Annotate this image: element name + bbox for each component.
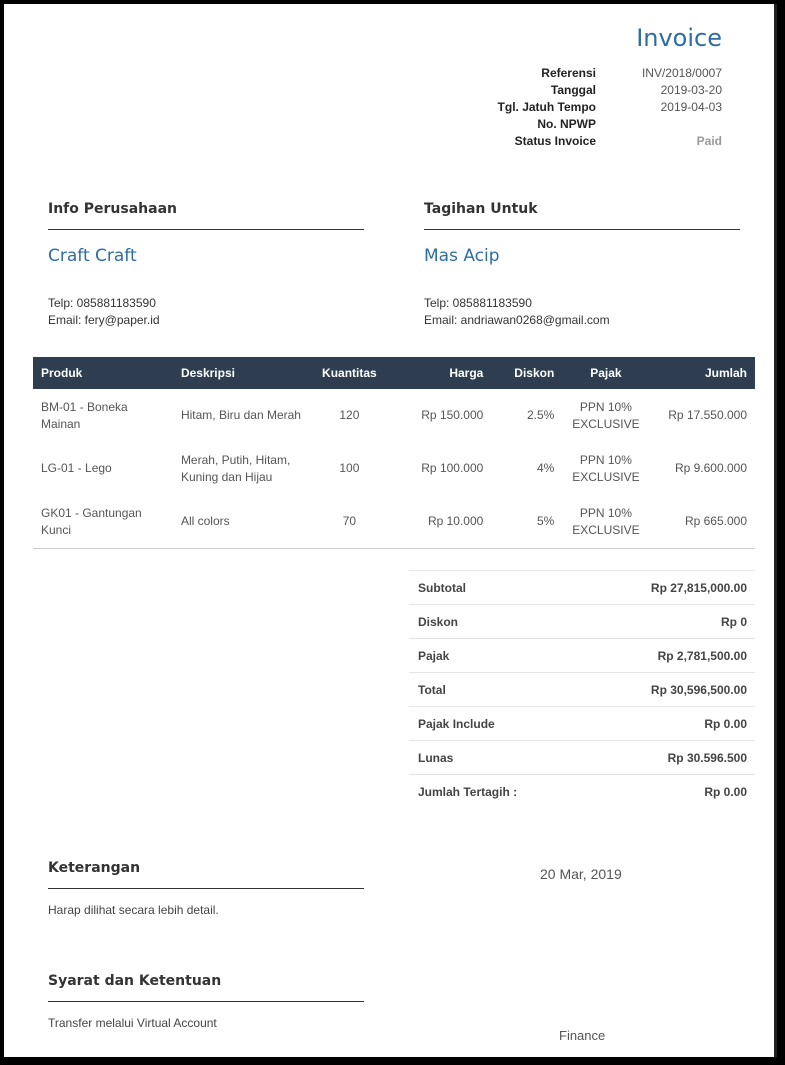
- total-label: Jumlah Tertagih :: [418, 785, 518, 799]
- header-quantity: Kuantitas: [313, 357, 386, 389]
- total-row-total: [409, 672, 755, 706]
- total-row-amount-due: [409, 774, 755, 808]
- meta-label: Tgl. Jatuh Tempo: [497, 100, 596, 114]
- cell-product: LG-01 - Lego: [41, 461, 112, 475]
- meta-value: 2019-03-20: [660, 83, 722, 97]
- company-email: Email: fery@paper.id: [48, 313, 160, 327]
- items-header-row: [33, 357, 755, 389]
- meta-label: Status Invoice: [514, 134, 596, 148]
- header-product: Produk: [33, 357, 173, 389]
- cell-description: Merah, Putih, Hitam, Kuning dan Hijau: [180, 452, 291, 484]
- total-row-paid: [409, 740, 755, 774]
- meta-row-due-date: [4, 100, 774, 117]
- cell-amount: Rp 665.000: [650, 495, 756, 549]
- meta-label: Tanggal: [550, 83, 596, 97]
- terms-heading: Syarat dan Ketentuan: [48, 973, 364, 1002]
- total-value: Rp 0: [720, 615, 747, 629]
- signature-role: Finance: [559, 1028, 606, 1043]
- bill-to-email: Email: andriawan0268@gmail.com: [424, 313, 610, 327]
- signature-date: 20 Mar, 2019: [540, 866, 622, 882]
- table-row: [33, 389, 755, 442]
- cell-product: BM-01 - Boneka Mainan: [41, 399, 128, 431]
- meta-row-npwp: [4, 117, 774, 134]
- items-table: [33, 357, 755, 549]
- cell-amount: Rp 9.600.000: [674, 461, 747, 475]
- cell-quantity: 100: [339, 461, 360, 475]
- cell-quantity: 120: [339, 408, 360, 422]
- cell-tax: PPN 10% EXCLUSIVE: [572, 399, 640, 431]
- invoice-title: Invoice: [636, 24, 722, 52]
- meta-label: Referensi: [541, 66, 596, 80]
- header-tax: Pajak: [562, 357, 649, 389]
- total-row-subtotal: [409, 570, 755, 604]
- total-value: Rp 30,596,500.00: [650, 683, 747, 697]
- invoice-page: [4, 4, 777, 1057]
- total-row-tax: [409, 638, 755, 672]
- bill-to-name: Mas Acip: [424, 246, 500, 266]
- table-row: [33, 495, 755, 549]
- cell-product: GK01 - Gantungan Kunci: [33, 495, 173, 549]
- terms-text: Transfer melalui Virtual Account: [48, 1016, 217, 1030]
- cell-quantity: 70: [313, 495, 386, 549]
- company-phone: Telp: 085881183590: [48, 296, 156, 310]
- total-value: Rp 27,815,000.00: [650, 581, 747, 595]
- total-label: Subtotal: [418, 581, 466, 595]
- meta-value: 2019-04-03: [660, 100, 722, 114]
- cell-discount: 4%: [536, 461, 555, 475]
- total-label: Pajak: [418, 649, 450, 663]
- cell-price: Rp 10.000: [386, 495, 491, 549]
- total-row-discount: [409, 604, 755, 638]
- cell-price: Rp 100.000: [421, 461, 484, 475]
- cell-discount: 5%: [491, 495, 562, 549]
- header-description: Deskripsi: [173, 357, 313, 389]
- bill-to-phone: Telp: 085881183590: [424, 296, 532, 310]
- total-row-tax-include: [409, 706, 755, 740]
- meta-row-date: [4, 83, 774, 100]
- cell-description: Hitam, Biru dan Merah: [180, 408, 301, 422]
- header-discount: Diskon: [491, 357, 562, 389]
- table-row: [33, 442, 755, 495]
- total-label: Diskon: [418, 615, 459, 629]
- total-value: Rp 0.00: [704, 717, 747, 731]
- total-label: Lunas: [418, 751, 454, 765]
- meta-row-status: [4, 134, 774, 151]
- header-price: Harga: [386, 357, 491, 389]
- company-heading: Info Perusahaan: [48, 201, 364, 230]
- total-value: Rp 30.596.500: [667, 751, 747, 765]
- total-label: Pajak Include: [418, 717, 495, 731]
- cell-description: All colors: [173, 495, 313, 549]
- cell-discount: 2.5%: [526, 408, 555, 422]
- total-label: Total: [418, 683, 446, 697]
- total-value: Rp 0.00: [704, 785, 747, 799]
- total-value: Rp 2,781,500.00: [657, 649, 747, 663]
- cell-price: Rp 150.000: [421, 408, 484, 422]
- company-name: Craft Craft: [48, 246, 137, 266]
- meta-value: INV/2018/0007: [641, 66, 722, 80]
- meta-row-reference: [4, 66, 774, 83]
- notes-text: Harap dilihat secara lebih detail.: [48, 903, 219, 917]
- status-badge: Paid: [696, 134, 722, 148]
- notes-heading: Keterangan: [48, 860, 364, 889]
- cell-amount: Rp 17.550.000: [668, 408, 747, 422]
- meta-label: No. NPWP: [537, 117, 596, 131]
- bill-to-heading: Tagihan Untuk: [424, 201, 740, 230]
- cell-tax: PPN 10% EXCLUSIVE: [572, 452, 640, 484]
- cell-tax: PPN 10% EXCLUSIVE: [562, 495, 649, 549]
- header-amount: Jumlah: [650, 357, 756, 389]
- totals-panel: [409, 570, 755, 808]
